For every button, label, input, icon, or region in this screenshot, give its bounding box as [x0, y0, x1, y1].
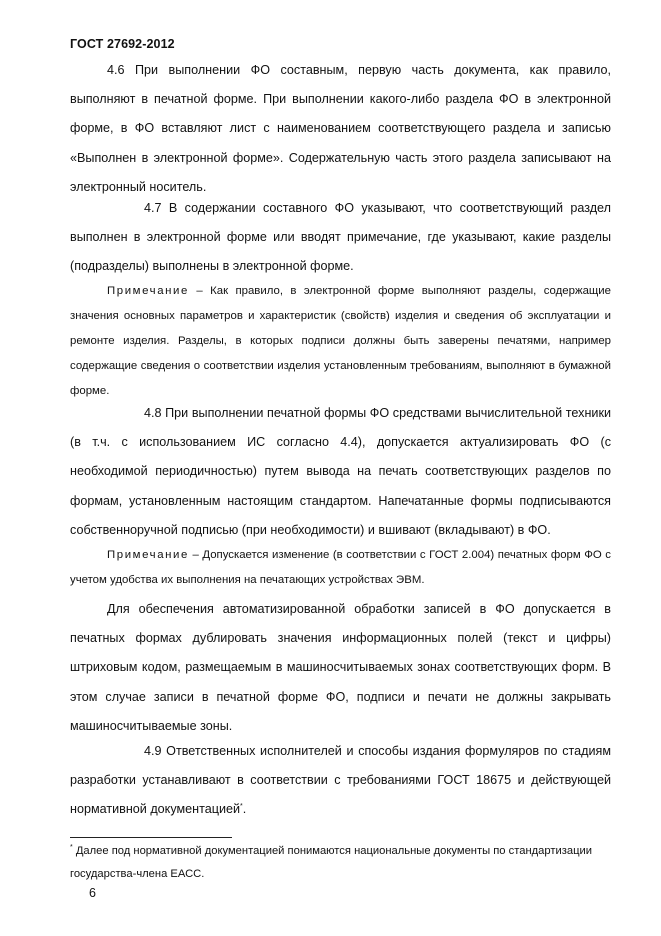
paragraph-4-7: [70, 194, 611, 282]
note-1: [70, 279, 611, 404]
paragraph-4-6-text: 4.6 При выполнении ФО составным, первую часть документа, как правило, выполняют в печатной форме. При выполнении какого-либо раздела ФО в электронной форме, в ФО вставляют лист с наименованием соответствующего раздела и записью «Выполнен в электронной форме». Содержательную часть этого раздела записывают на электронный носитель.: [70, 63, 611, 194]
note-dash: –: [188, 285, 211, 297]
paragraph-4-9-text: Ответственных исполнителей и способы издания формуляров по стадиям разработки устанавливают в соответствии с требованиями ГОСТ 18675 и действующей нормативной документацией: [70, 744, 611, 817]
clause-number: 4.7: [144, 201, 162, 215]
note-label: Примечание: [107, 285, 189, 297]
clause-number: 4.9: [144, 744, 162, 758]
note-2: [70, 543, 611, 593]
note-1-text: Как правило, в электронной форме выполняют разделы, содержащие значения основных параметров и характеристик (свойств) изделия и сведения об эксплуатации и ремонте изделия. Разделы, в которых подписи должны быть заверены печатями, например содержащие сведения о соответствии изделия установленным требованиям, выполняют в бумажной форме.: [70, 285, 611, 397]
note-dash: –: [188, 549, 203, 561]
note-label: Примечание: [107, 549, 189, 561]
paragraph-automation-text: Для обеспечения автоматизированной обработки записей в ФО допускается в печатных формах дублировать значения информационных полей (текст и цифры) штриховым кодом, размещаемым в машиносчитываемых зонах соответствующих форм. В этом случае записи в печатной форме ФО, подписи и печати не должны закрывать машиносчитываемые зоны.: [70, 602, 611, 733]
document-header: ГОСТ 27692-2012: [70, 37, 175, 51]
paragraph-4-8-text: При выполнении печатной формы ФО средствами вычислительной техники (в т.ч. с использованием ИС согласно 4.4), допускается актуализировать ФО (с необходимой периодичностью) путем вывода на печать соответствующих разделов по формам, установленным настоящим стандартом. Напечатанные формы подписываются собственноручной подписью (при необходимости) и вшивают (вкладывают) в ФО.: [70, 406, 611, 537]
paragraph-4-9: [70, 737, 611, 825]
paragraph-end-mark: .: [242, 802, 247, 817]
page-number: 6: [89, 886, 96, 900]
paragraph-4-6: [70, 56, 611, 202]
footnote-mark: *: [70, 844, 73, 851]
footnote-reference[interactable]: *: [240, 803, 243, 811]
paragraph-4-8: [70, 399, 611, 545]
footnote-text: Далее под нормативной документацией понимаются национальные документы по стандартизации государства-члена ЕАСС.: [70, 845, 592, 880]
clause-number: 4.8: [144, 406, 162, 420]
footnote: [70, 840, 611, 885]
paragraph-automation: [70, 595, 611, 741]
note-2-text: Допускается изменение (в соответствии с ГОСТ 2.004) печатных форм ФО с учетом удобства их выполнения на печатающих устройствах ЭВМ.: [70, 549, 611, 586]
paragraph-4-7-text: В содержании составного ФО указывают, что соответствующий раздел выполнен в электронной форме или вводят примечание, где указывают, какие разделы (подразделы) выполнены в электронной форме.: [70, 201, 611, 274]
footnote-separator: [70, 837, 232, 838]
